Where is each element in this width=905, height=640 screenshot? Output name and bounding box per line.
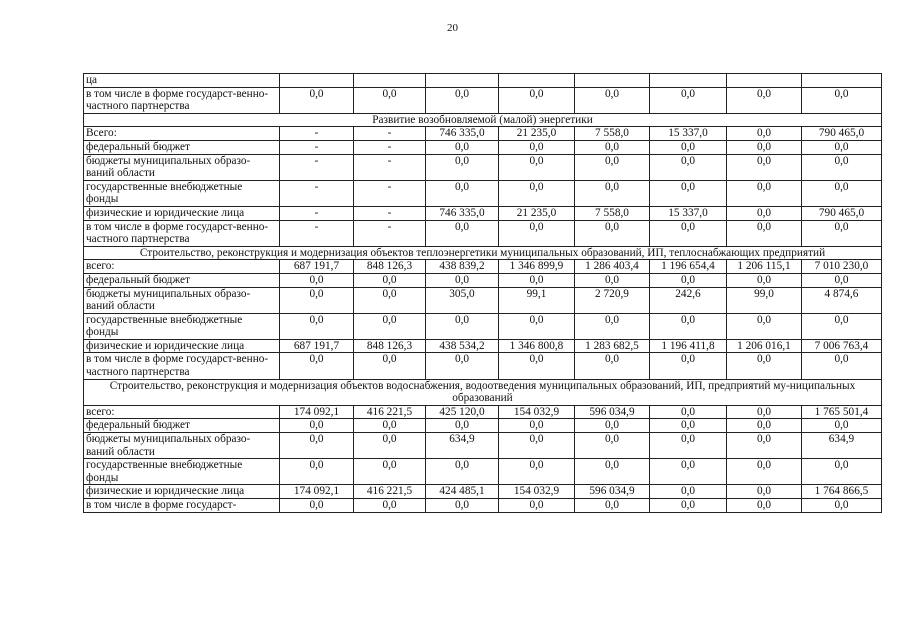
value-cell: 0,0 — [727, 273, 802, 287]
value-cell: 0,0 — [354, 433, 426, 459]
value-cell: 0,0 — [727, 140, 802, 154]
table-row — [84, 339, 882, 353]
value-cell: 0,0 — [575, 459, 650, 485]
value-cell: 0,0 — [354, 287, 426, 313]
value-cell: 0,0 — [499, 419, 575, 433]
value-cell: 0,0 — [727, 127, 802, 141]
row-label: всего: — [84, 405, 280, 419]
value-cell: 99,1 — [499, 287, 575, 313]
value-cell: 242,6 — [650, 287, 727, 313]
row-label: федеральный бюджет — [84, 419, 280, 433]
value-cell: - — [280, 127, 354, 141]
table-row — [84, 220, 882, 246]
value-cell — [727, 74, 802, 88]
value-cell: 0,0 — [426, 353, 499, 379]
row-label: физические и юридические лица — [84, 339, 280, 353]
value-cell — [650, 74, 727, 88]
table-row — [84, 154, 882, 180]
value-cell: 0,0 — [575, 313, 650, 339]
value-cell: 0,0 — [499, 87, 575, 113]
value-cell: 0,0 — [426, 419, 499, 433]
row-label: в том числе в форме государст-венно-частного партнерства — [84, 87, 280, 113]
value-cell: 0,0 — [802, 220, 882, 246]
value-cell: 687 191,7 — [280, 260, 354, 274]
value-cell: 634,9 — [426, 433, 499, 459]
value-cell: 0,0 — [575, 154, 650, 180]
row-label: государственные внебюджетные фонды — [84, 313, 280, 339]
value-cell: 1 765 501,4 — [802, 405, 882, 419]
value-cell: 848 126,3 — [354, 339, 426, 353]
value-cell: 305,0 — [426, 287, 499, 313]
value-cell: 0,0 — [354, 499, 426, 513]
value-cell: 0,0 — [280, 313, 354, 339]
value-cell: 0,0 — [650, 154, 727, 180]
row-label: государственные внебюджетные фонды — [84, 180, 280, 206]
value-cell: 7 006 763,4 — [802, 339, 882, 353]
value-cell: 0,0 — [650, 459, 727, 485]
value-cell: - — [280, 206, 354, 220]
table-row — [84, 273, 882, 287]
value-cell: 0,0 — [575, 87, 650, 113]
value-cell: 0,0 — [426, 154, 499, 180]
value-cell: 0,0 — [727, 154, 802, 180]
row-label: в том числе в форме государст-венно-частного партнерства — [84, 220, 280, 246]
value-cell: 0,0 — [426, 499, 499, 513]
value-cell: 1 764 866,5 — [802, 485, 882, 499]
value-cell: - — [280, 180, 354, 206]
value-cell: 0,0 — [650, 405, 727, 419]
value-cell: - — [354, 206, 426, 220]
value-cell: - — [354, 220, 426, 246]
row-label: в том числе в форме государст-венно-частного партнерства — [84, 353, 280, 379]
table-row — [84, 419, 882, 433]
table-row — [84, 74, 882, 88]
value-cell: 0,0 — [650, 353, 727, 379]
value-cell: 1 286 403,4 — [575, 260, 650, 274]
table-body — [84, 74, 882, 513]
row-label: бюджеты муниципальных образо-ваний области — [84, 154, 280, 180]
value-cell: 0,0 — [802, 273, 882, 287]
value-cell: 7 010 230,0 — [802, 260, 882, 274]
value-cell: 596 034,9 — [575, 405, 650, 419]
value-cell: 1 196 411,8 — [650, 339, 727, 353]
value-cell: 0,0 — [650, 220, 727, 246]
value-cell: 0,0 — [426, 140, 499, 154]
value-cell: 424 485,1 — [426, 485, 499, 499]
value-cell: 0,0 — [727, 433, 802, 459]
table-row — [84, 87, 882, 113]
value-cell: 1 283 682,5 — [575, 339, 650, 353]
row-label: ца — [84, 74, 280, 88]
value-cell: 416 221,5 — [354, 405, 426, 419]
value-cell: - — [280, 154, 354, 180]
value-cell: 687 191,7 — [280, 339, 354, 353]
value-cell: 0,0 — [727, 206, 802, 220]
value-cell: 7 558,0 — [575, 206, 650, 220]
value-cell: 0,0 — [354, 313, 426, 339]
table-row — [84, 433, 882, 459]
value-cell: 174 092,1 — [280, 485, 354, 499]
value-cell: 0,0 — [802, 180, 882, 206]
value-cell: 0,0 — [802, 459, 882, 485]
table-row — [84, 459, 882, 485]
row-label: государственные внебюджетные фонды — [84, 459, 280, 485]
value-cell: 0,0 — [354, 353, 426, 379]
value-cell: 0,0 — [727, 313, 802, 339]
value-cell: 0,0 — [650, 499, 727, 513]
value-cell: 790 465,0 — [802, 127, 882, 141]
value-cell: 0,0 — [426, 313, 499, 339]
budget-table — [83, 73, 882, 513]
value-cell: 21 235,0 — [499, 127, 575, 141]
table-row — [84, 127, 882, 141]
table-row — [84, 140, 882, 154]
value-cell: 7 558,0 — [575, 127, 650, 141]
value-cell: 0,0 — [727, 180, 802, 206]
table-row — [84, 260, 882, 274]
value-cell: - — [354, 154, 426, 180]
value-cell: 0,0 — [802, 313, 882, 339]
value-cell: 0,0 — [727, 87, 802, 113]
value-cell: 154 032,9 — [499, 405, 575, 419]
value-cell: 0,0 — [426, 87, 499, 113]
value-cell: 0,0 — [499, 220, 575, 246]
value-cell: 0,0 — [575, 353, 650, 379]
value-cell: 0,0 — [650, 433, 727, 459]
value-cell: 0,0 — [575, 220, 650, 246]
value-cell: 0,0 — [575, 140, 650, 154]
value-cell: 1 346 800,8 — [499, 339, 575, 353]
table-row — [84, 287, 882, 313]
value-cell: 0,0 — [650, 180, 727, 206]
value-cell: 0,0 — [802, 154, 882, 180]
value-cell: 0,0 — [499, 499, 575, 513]
value-cell: 0,0 — [280, 459, 354, 485]
value-cell — [426, 74, 499, 88]
value-cell: 99,0 — [727, 287, 802, 313]
value-cell: 0,0 — [280, 353, 354, 379]
table-row — [84, 499, 882, 513]
value-cell — [499, 74, 575, 88]
value-cell: 0,0 — [354, 459, 426, 485]
value-cell — [575, 74, 650, 88]
value-cell: 0,0 — [499, 353, 575, 379]
row-label: всего: — [84, 260, 280, 274]
value-cell: 0,0 — [499, 433, 575, 459]
value-cell: 0,0 — [727, 405, 802, 419]
value-cell: 0,0 — [280, 433, 354, 459]
value-cell: 1 196 654,4 — [650, 260, 727, 274]
value-cell: 0,0 — [650, 419, 727, 433]
value-cell: 4 874,6 — [802, 287, 882, 313]
table-row — [84, 206, 882, 220]
value-cell: 0,0 — [727, 485, 802, 499]
value-cell: 0,0 — [650, 273, 727, 287]
row-label: в том числе в форме государст- — [84, 499, 280, 513]
section-title: Строительство, реконструкция и модернизация объектов теплоэнергетики муниципальных образований, ИП, теплоснабжающих предприятий — [84, 246, 882, 260]
value-cell: 848 126,3 — [354, 260, 426, 274]
value-cell: 0,0 — [280, 87, 354, 113]
value-cell: 596 034,9 — [575, 485, 650, 499]
value-cell: 0,0 — [499, 313, 575, 339]
value-cell: 746 335,0 — [426, 127, 499, 141]
value-cell: 0,0 — [727, 459, 802, 485]
value-cell: 0,0 — [650, 313, 727, 339]
value-cell: 416 221,5 — [354, 485, 426, 499]
value-cell: 0,0 — [802, 419, 882, 433]
value-cell: 0,0 — [426, 273, 499, 287]
section-header-row — [84, 379, 882, 405]
section-header-row — [84, 246, 882, 260]
value-cell: 790 465,0 — [802, 206, 882, 220]
value-cell — [354, 74, 426, 88]
value-cell: 0,0 — [802, 353, 882, 379]
value-cell: 21 235,0 — [499, 206, 575, 220]
value-cell: 0,0 — [354, 87, 426, 113]
value-cell: 154 032,9 — [499, 485, 575, 499]
value-cell: 0,0 — [499, 459, 575, 485]
value-cell: 0,0 — [280, 499, 354, 513]
value-cell: 0,0 — [575, 273, 650, 287]
value-cell: 0,0 — [802, 87, 882, 113]
page-number: 20 — [447, 22, 458, 34]
table-row — [84, 180, 882, 206]
row-label: бюджеты муниципальных образо-ваний области — [84, 433, 280, 459]
value-cell: 1 206 115,1 — [727, 260, 802, 274]
value-cell: 0,0 — [354, 419, 426, 433]
value-cell: 0,0 — [499, 273, 575, 287]
table-row — [84, 353, 882, 379]
value-cell: 0,0 — [426, 220, 499, 246]
value-cell: 0,0 — [802, 140, 882, 154]
section-header-row — [84, 113, 882, 127]
value-cell: 746 335,0 — [426, 206, 499, 220]
value-cell: 0,0 — [575, 433, 650, 459]
value-cell: - — [280, 220, 354, 246]
value-cell: 174 092,1 — [280, 405, 354, 419]
value-cell: 0,0 — [280, 273, 354, 287]
value-cell: 0,0 — [727, 419, 802, 433]
value-cell: 15 337,0 — [650, 206, 727, 220]
row-label: физические и юридические лица — [84, 206, 280, 220]
value-cell: - — [280, 140, 354, 154]
row-label: федеральный бюджет — [84, 140, 280, 154]
value-cell: 0,0 — [575, 419, 650, 433]
value-cell: 0,0 — [650, 140, 727, 154]
value-cell: 0,0 — [426, 459, 499, 485]
value-cell: - — [354, 140, 426, 154]
value-cell — [802, 74, 882, 88]
value-cell: 0,0 — [650, 485, 727, 499]
value-cell: 0,0 — [802, 499, 882, 513]
value-cell: 425 120,0 — [426, 405, 499, 419]
row-label: Всего: — [84, 127, 280, 141]
value-cell: - — [354, 180, 426, 206]
value-cell: 0,0 — [499, 140, 575, 154]
value-cell: 0,0 — [499, 154, 575, 180]
value-cell: 438 839,2 — [426, 260, 499, 274]
section-title: Строительство, реконструкция и модернизация объектов водоснабжения, водоотведения муниципальных образований, ИП, предприятий му-ниципальных образований — [84, 379, 882, 405]
value-cell: 0,0 — [575, 499, 650, 513]
row-label: бюджеты муниципальных образо-ваний области — [84, 287, 280, 313]
value-cell: 0,0 — [650, 87, 727, 113]
row-label: физические и юридические лица — [84, 485, 280, 499]
value-cell: 438 534,2 — [426, 339, 499, 353]
value-cell: 2 720,9 — [575, 287, 650, 313]
table-row — [84, 405, 882, 419]
value-cell: 0,0 — [575, 180, 650, 206]
value-cell — [280, 74, 354, 88]
value-cell: 0,0 — [727, 220, 802, 246]
value-cell: 1 206 016,1 — [727, 339, 802, 353]
table-row — [84, 485, 882, 499]
value-cell: - — [354, 127, 426, 141]
value-cell: 0,0 — [280, 287, 354, 313]
section-title: Развитие возобновляемой (малой) энергетики — [84, 113, 882, 127]
value-cell: 0,0 — [499, 180, 575, 206]
value-cell: 0,0 — [426, 180, 499, 206]
value-cell: 0,0 — [727, 499, 802, 513]
value-cell: 15 337,0 — [650, 127, 727, 141]
row-label: федеральный бюджет — [84, 273, 280, 287]
table-row — [84, 313, 882, 339]
value-cell: 1 346 899,9 — [499, 260, 575, 274]
value-cell: 0,0 — [354, 273, 426, 287]
value-cell: 634,9 — [802, 433, 882, 459]
value-cell: 0,0 — [727, 353, 802, 379]
value-cell: 0,0 — [280, 419, 354, 433]
